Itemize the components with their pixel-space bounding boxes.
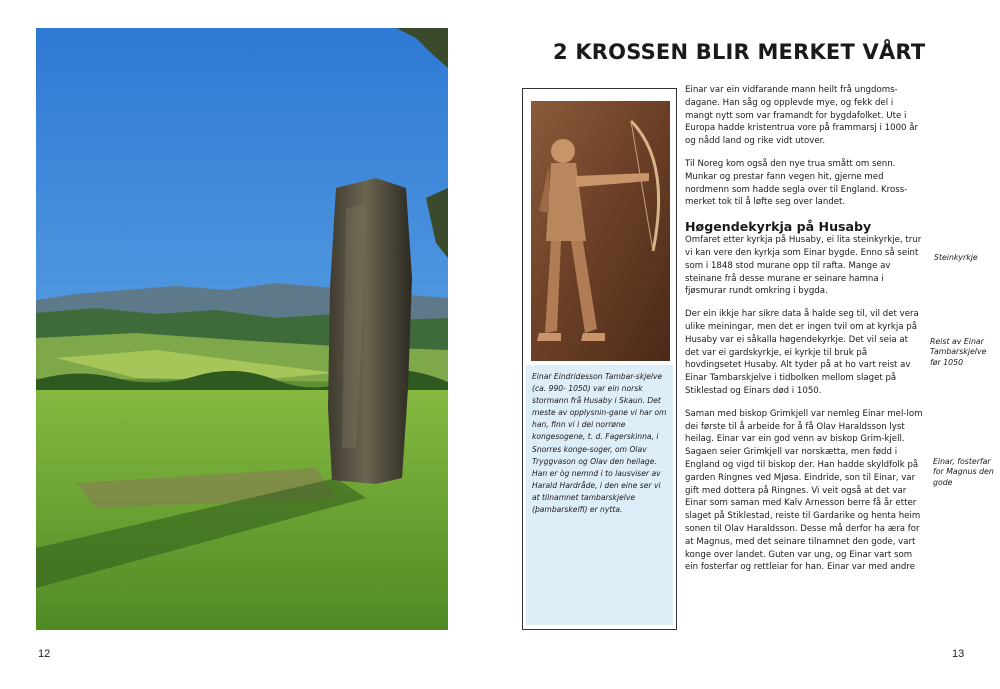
archer-relief-icon	[531, 101, 670, 361]
standing-stone-landscape-icon	[36, 28, 448, 630]
margin-note-fosterfar: Einar, fosterfar for Magnus den gode	[933, 457, 994, 487]
page-number-left: 12	[38, 648, 51, 660]
sidebar-box	[522, 88, 677, 630]
archer-relief-image	[531, 101, 670, 361]
page-number-right: 13	[952, 648, 965, 660]
sidebar-caption: Einar Eindridesson Tambar-skjelve (ca. 990- 1050) var ein norsk stormann frå Husaby i Skaun. Det meste av opplysnin-gane vi har om han, finn vi i dei norrøne kongesogene, t. d. Fagerskinna, i Snorres konge-soger, om Olav Tryggvason og Olav den heilage. Han er òg nemnd i to lausviser av Harald Hardråde, i den eine ser vi at tilnamnet tambarskjelve (þambarskelfi) er nytta.	[532, 372, 667, 515]
paragraph-1: Einar var ein vidfarande mann heilt frå ungdoms-dagane. Han såg og opplevde mye, og fekk del i mangt nytt som var framandt for bygdafolket. Ute i Europa hadde kristentrua vore på frammarsj i 1000 år og nådd land og rike vidt utover.	[685, 85, 919, 147]
paragraph-4: Der ein ikkje har sikre data å halde seg til, vil det vera ulike meiningar, men det er ingen tvil om at kyrkja på Husaby var ei såkalla høgendekyrkje. Det vil seia at det var ei gardskyrkje, ei kyrkje til bruk på hovdingsetet Husaby. Alt tyder på at ho vart reist av Einar Tambarskjelve i tidbolken mellom slaget på Stiklestad og Einars død i 1050.	[685, 309, 919, 396]
paragraph-5: Saman med biskop Grimkjell var nemleg Einar mel-lom dei første til å arbeide for å få Olav Haraldsson lyst heilag. Einar var ein god venn av biskop Grim-kjell. Sagaen seier Grimkjell var norskætta, men fødd i England og vigd til biskop der. Han hadde skyldfolk på garden Ringnes ved Mjøsa. Eindride, son til Einar, var gift med dottera på Ringnes. Vi veit også at det var Einar som saman med Kalv Arnesson berre få år etter slaget på Stiklestad, reiste til Gardarike og henta heim sonen til Olav Haraldsson. Desse må derfor ha æra for at Magnus, med det seinare tilnamnet den gode, vart konge over landet. Guten var ung, og Einar vart som ein fosterfar og rettleiar for han. Einar var med andre	[685, 408, 923, 573]
standing-stone-photo	[36, 28, 448, 630]
main-text-column	[685, 84, 923, 584]
section-heading: Høgendekyrkja på Husaby	[685, 219, 872, 235]
paragraph-3: Omfaret etter kyrkja på Husaby, ei lita steinkyrkje, trur vi kan vere den kyrkja som Einar bygde. Enno så seint som i 1848 stod murane opp til rafta. Mange av steinane frå desse murane er seinare hamna i fjøsmurar rundt omkring i bygda.	[685, 235, 922, 297]
margin-note-steinkyrkje: Steinkyrkje	[934, 253, 978, 262]
chapter-title: 2 KROSSEN BLIR MERKET VÅRT	[553, 40, 926, 64]
margin-note-reist: Reist av Einar Tambarskjelve før 1050	[930, 337, 987, 367]
paragraph-2: Til Noreg kom også den nye trua smått om senn. Munkar og prestar fann vegen hit, gjerne med nordmenn som hadde segla over til England. Kross-merket tok til å løfte seg over landet.	[685, 158, 908, 208]
